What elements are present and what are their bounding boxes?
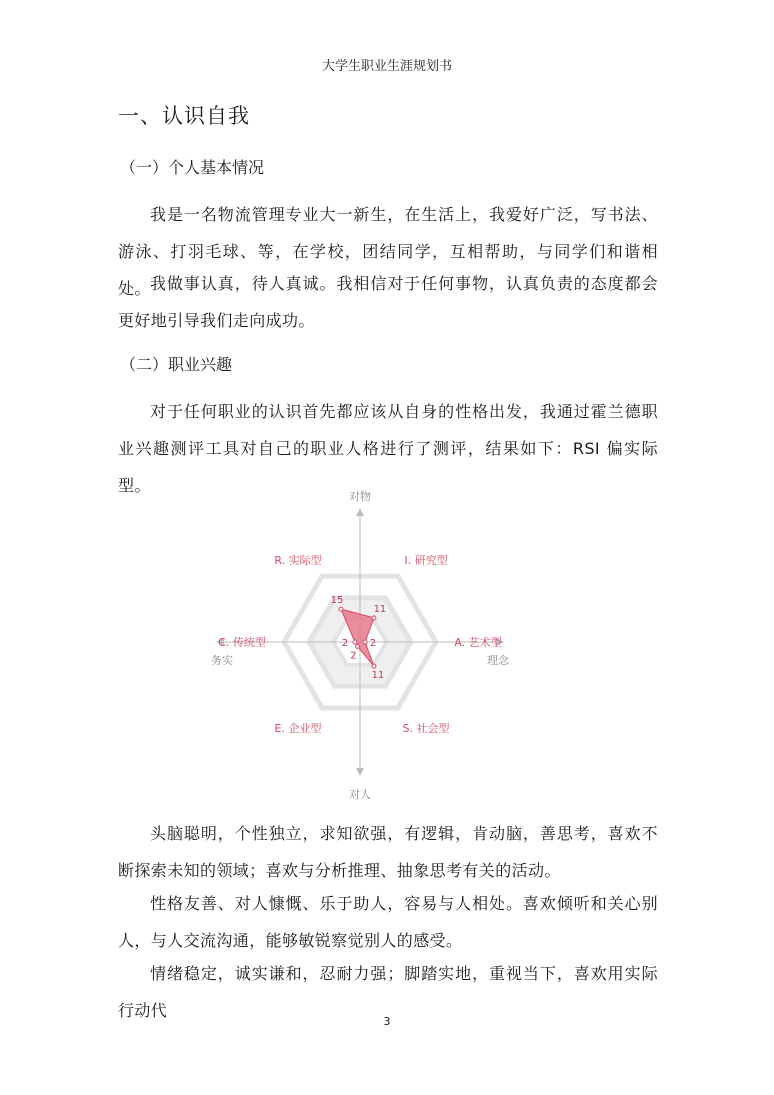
arrow-down-icon (356, 768, 364, 776)
data-point-1 (339, 607, 343, 611)
data-point-4 (372, 664, 376, 668)
data-point-2 (372, 616, 376, 620)
value-label-6: 2 (341, 638, 349, 649)
value-label-1: 15 (330, 595, 344, 607)
section-title: 一、认识自我 (118, 104, 250, 128)
radar-svg (200, 480, 520, 810)
paragraph-trait-thinking: 头脑聪明，个性独立，求知欲强，有逻辑，肯动脑，善思考，喜欢不断探索未知的领域；喜欢与分析推理、抽象思考有关的活动。 (118, 824, 658, 880)
axis-label-bottom: 对人 (349, 788, 371, 801)
data-point-5 (355, 644, 359, 648)
paragraph-basic-info-1: 我是一名物流管理专业大一新生，在生活上，我爱好广泛，写书法、游泳、打羽毛球、等，在学校，团结同学，互相帮助，与同学们和谐相处。 (118, 205, 658, 298)
arrow-up-icon (356, 508, 364, 516)
running-header: 大学生职业生涯规划书 (321, 59, 452, 74)
data-point-6 (353, 640, 357, 644)
axis-label-right: 理念 (487, 654, 509, 667)
holland-radar-chart (200, 480, 520, 810)
category-label-4: S. 社会型 (402, 722, 450, 735)
page-number: 3 (383, 1015, 391, 1028)
axis-label-top: 对物 (349, 490, 371, 503)
subsection-title-basic-info: （一）个人基本情况 (120, 158, 265, 177)
value-label-2: 11 (373, 603, 387, 615)
paragraph-career-interest: 对于任何职业的认识首先都应该从自身的性格出发，我通过霍兰德职业兴趣测评工具对自己的职业人格进行了测评，结果如下：RSI 偏实际型。 (118, 402, 658, 495)
category-label-6: C. 传统型 (218, 636, 266, 649)
category-label-3: A. 艺术型 (454, 636, 502, 649)
subsection-title-career-interest: （二）职业兴趣 (120, 355, 233, 374)
category-label-1: R. 实际型 (274, 554, 322, 567)
category-label-5: E. 企业型 (274, 722, 322, 735)
category-label-2: I. 研究型 (404, 554, 448, 567)
value-label-5: 2 (350, 650, 357, 662)
paragraph-trait-realistic: 情绪稳定，诚实谦和，忍耐力强；脚踏实地，重视当下，喜欢用实际行动代 (118, 964, 658, 1020)
paragraph-basic-info-2: 我做事认真，待人真诚。我相信对于任何事物，认真负责的态度都会更好地引导我们走向成功。 (118, 274, 658, 330)
value-label-4: 11 (371, 670, 385, 682)
data-point-3 (363, 640, 367, 644)
axis-label-left: 务实 (211, 654, 233, 667)
paragraph-trait-social: 性格友善、对人慷慨、乐于助人，容易与人相处。喜欢倾听和关心别人，与人交流沟通，能够敏锐察觉别人的感受。 (118, 894, 658, 950)
value-label-3: 2 (369, 638, 377, 649)
